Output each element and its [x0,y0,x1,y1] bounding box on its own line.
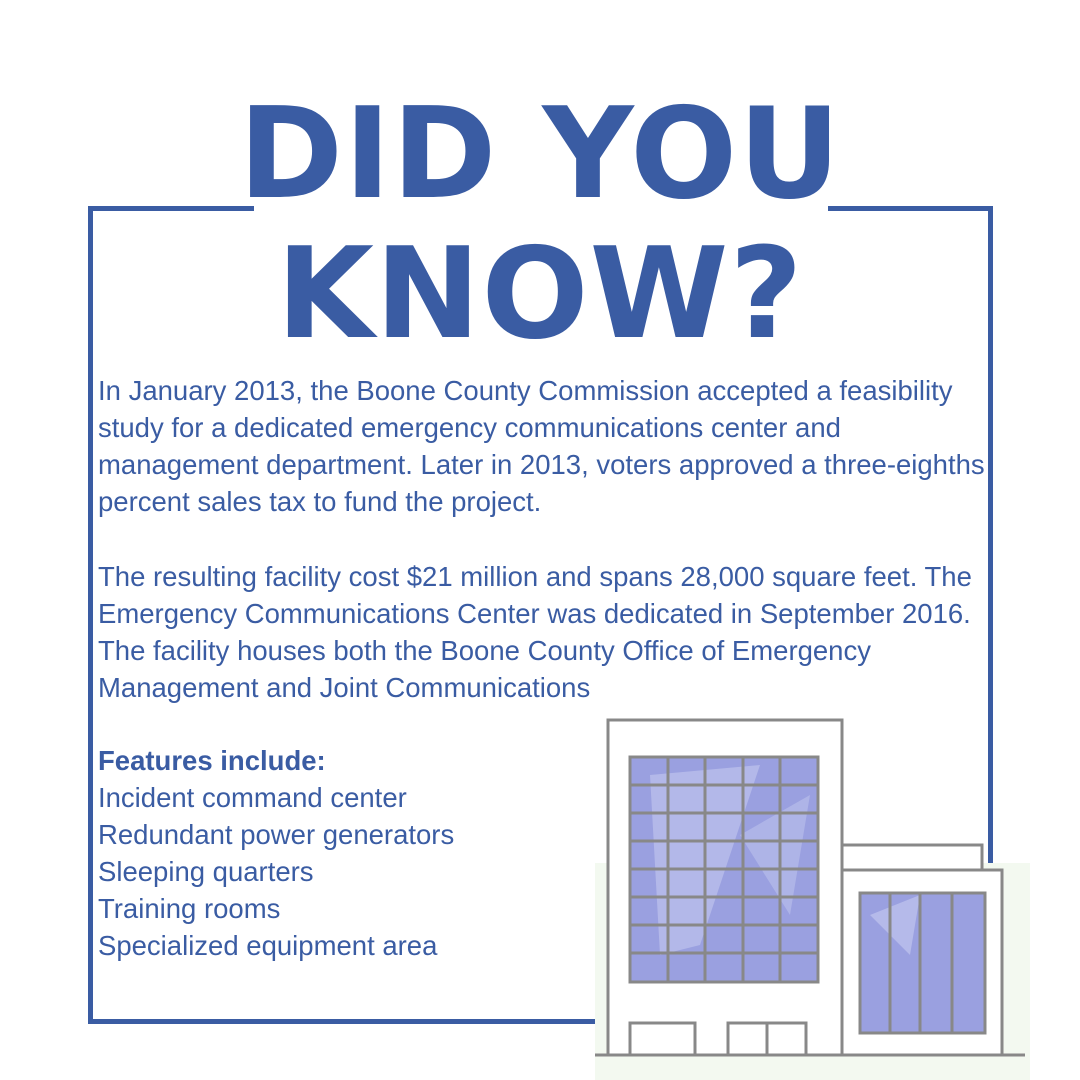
list-item: Redundant power generators [98,819,455,850]
title-line-2: KNOW? [276,220,804,367]
title-line-1: DID YOU [238,80,842,227]
list-item: Training rooms [98,893,281,924]
page-title [0,80,1080,367]
frame-bottom [88,1019,608,1024]
office-building-icon [590,715,1030,1080]
intro-paragraph: In January 2013, the Boone County Commission accepted a feasibility study for a dedicated emergency communications center and management department. Later in 2013, voters approved a three-eighths percent sales tax to fund the project. [98,375,985,517]
list-item: Sleeping quarters [98,856,314,887]
features-heading: Features include: [98,745,326,776]
list-item: Incident command center [98,782,407,813]
facility-paragraph: The resulting facility cost $21 million and spans 28,000 square feet. The Emergency Communications Center was dedicated in September 2016. The facility houses both the Boone County Office of Emergency Management and Joint Communications [98,561,972,703]
list-item: Specialized equipment area [98,930,438,961]
